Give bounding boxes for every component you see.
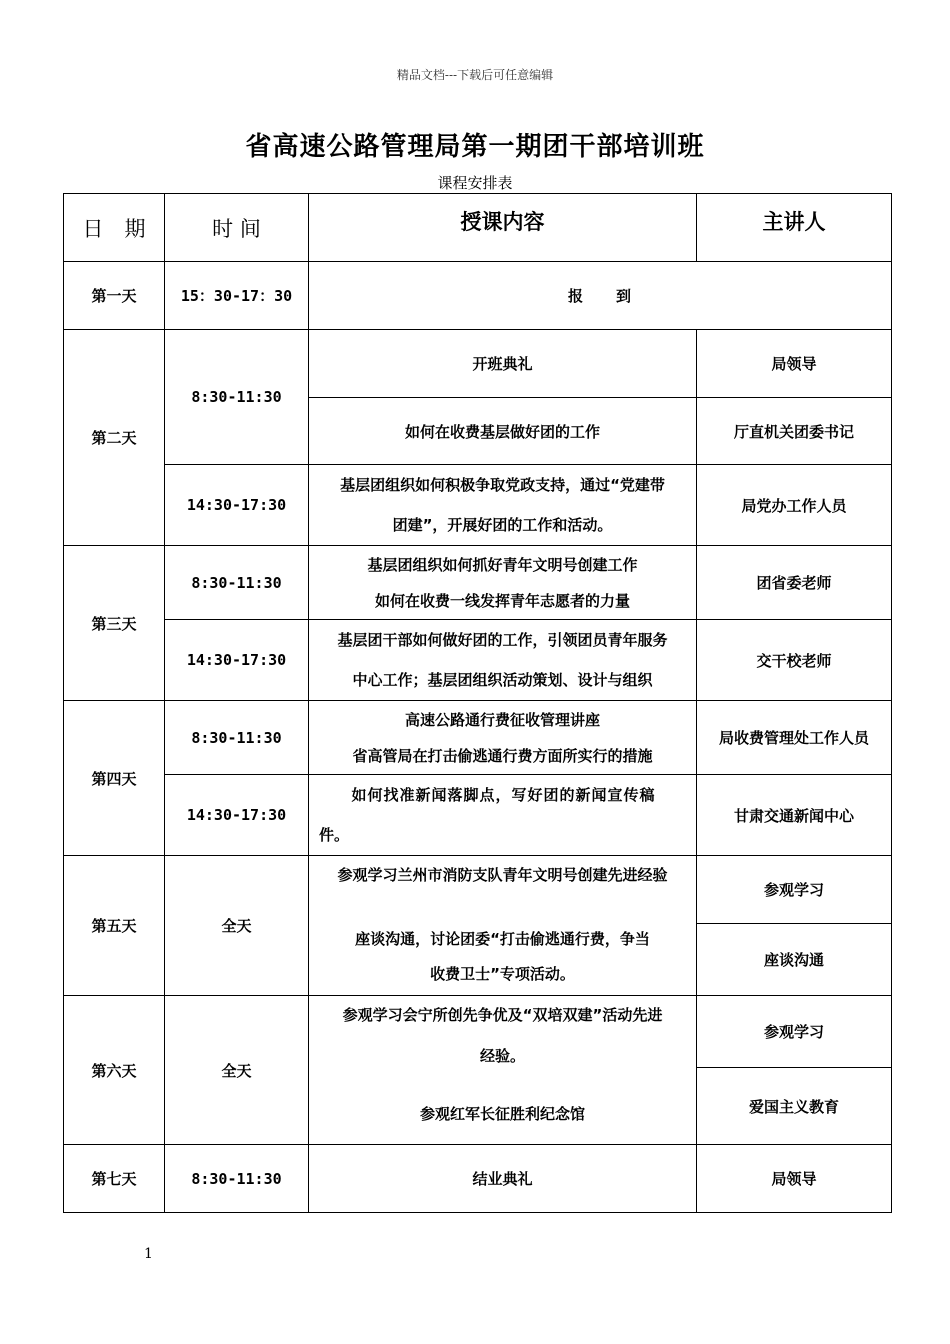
time-cell: 8:30-11:30 <box>165 330 309 465</box>
speaker-cell: 局党办工作人员 <box>697 465 892 546</box>
content-cell <box>309 856 697 996</box>
column-header-time: 时 间 <box>165 194 309 262</box>
content-line: 件。 <box>319 826 350 844</box>
speaker-cell: 局收费管理处工作人员 <box>697 701 892 775</box>
content-line: 省高管局在打击偷逃通行费方面所实行的措施 <box>352 746 653 765</box>
content-cell <box>309 996 697 1145</box>
content-cell <box>309 546 697 620</box>
content-line: 如何在收费一线发挥青年志愿者的力量 <box>374 591 630 610</box>
time-cell: 15：30-17：30 <box>165 262 309 330</box>
page-number: 1 <box>144 1246 153 1262</box>
column-header-date: 日 期 <box>64 194 165 262</box>
document-title: 省高速公路管理局第一期团干部培训班 <box>245 132 705 162</box>
content-line: 座谈沟通，讨论团委“打击偷逃通行费，争当 <box>355 930 650 948</box>
day-cell: 第一天 <box>64 262 165 330</box>
content-cell <box>309 775 697 856</box>
day-cell: 第六天 <box>64 996 165 1145</box>
content-line: 参观学习会宁所创先争优及“双培双建”活动先进 <box>342 1006 663 1024</box>
content-cell <box>309 620 697 701</box>
content-line: 中心工作；基层团组织活动策划、设计与组织 <box>352 671 653 689</box>
table-row <box>64 262 892 330</box>
content-cell: 开班典礼 <box>309 330 697 398</box>
content-line: 参观学习兰州市消防支队青年文明号创建先进经验 <box>337 866 668 884</box>
content-line: 经验。 <box>479 1047 525 1065</box>
time-cell: 14:30-17:30 <box>165 620 309 701</box>
content-line: 参观红军长征胜利纪念馆 <box>419 1105 585 1123</box>
header-note: 精品文档---下载后可任意编辑 <box>396 68 554 82</box>
schedule-table <box>63 193 892 1213</box>
time-cell: 8:30-11:30 <box>165 701 309 775</box>
column-header-speaker: 主讲人 <box>697 194 892 262</box>
time-cell: 14:30-17:30 <box>165 775 309 856</box>
table-row <box>64 856 892 924</box>
time-cell: 8:30-11:30 <box>165 546 309 620</box>
table-row <box>64 330 892 398</box>
content-line: 基层团组织如何抓好青年文明号创建工作 <box>367 555 638 574</box>
content-cell <box>309 465 697 546</box>
speaker-cell: 座谈沟通 <box>697 924 892 996</box>
content-line: 高速公路通行费征收管理讲座 <box>404 710 600 729</box>
speaker-cell: 局领导 <box>697 1145 892 1213</box>
speaker-cell: 局领导 <box>697 330 892 398</box>
day-cell: 第二天 <box>64 330 165 546</box>
document-subtitle: 课程安排表 <box>437 174 513 192</box>
table-row <box>64 620 892 701</box>
table-row <box>64 996 892 1068</box>
time-cell: 全天 <box>165 856 309 996</box>
speaker-cell: 参观学习 <box>697 996 892 1068</box>
content-cell: 结业典礼 <box>309 1145 697 1213</box>
speaker-cell: 厅直机关团委书记 <box>697 398 892 465</box>
day-cell: 第四天 <box>64 701 165 856</box>
day-cell: 第三天 <box>64 546 165 701</box>
content-cell: 如何在收费基层做好团的工作 <box>309 398 697 465</box>
speaker-cell: 甘肃交通新闻中心 <box>697 775 892 856</box>
time-cell: 14:30-17:30 <box>165 465 309 546</box>
content-line: 如何找准新闻落脚点，写好团的新闻宣传稿 <box>351 786 656 804</box>
table-row <box>64 701 892 775</box>
content-line: 基层团组织如何积极争取党政支持，通过“党建带 <box>340 476 665 494</box>
table-header-row <box>64 194 892 262</box>
speaker-cell: 爱国主义教育 <box>697 1068 892 1145</box>
table-row <box>64 775 892 856</box>
column-header-content: 授课内容 <box>309 194 697 262</box>
day-cell: 第五天 <box>64 856 165 996</box>
time-cell: 全天 <box>165 996 309 1145</box>
table-row <box>64 465 892 546</box>
speaker-cell: 参观学习 <box>697 856 892 924</box>
content-line: 收费卫士”专项活动。 <box>430 965 575 983</box>
content-cell: 报 到 <box>309 262 892 330</box>
content-line: 团建”，开展好团的工作和活动。 <box>392 516 613 534</box>
table-row <box>64 546 892 620</box>
speaker-cell: 交干校老师 <box>697 620 892 701</box>
time-cell: 8:30-11:30 <box>165 1145 309 1213</box>
table-row <box>64 1145 892 1213</box>
content-line: 基层团干部如何做好团的工作，引领团员青年服务 <box>337 631 668 649</box>
content-cell <box>309 701 697 775</box>
speaker-cell: 团省委老师 <box>697 546 892 620</box>
day-cell: 第七天 <box>64 1145 165 1213</box>
